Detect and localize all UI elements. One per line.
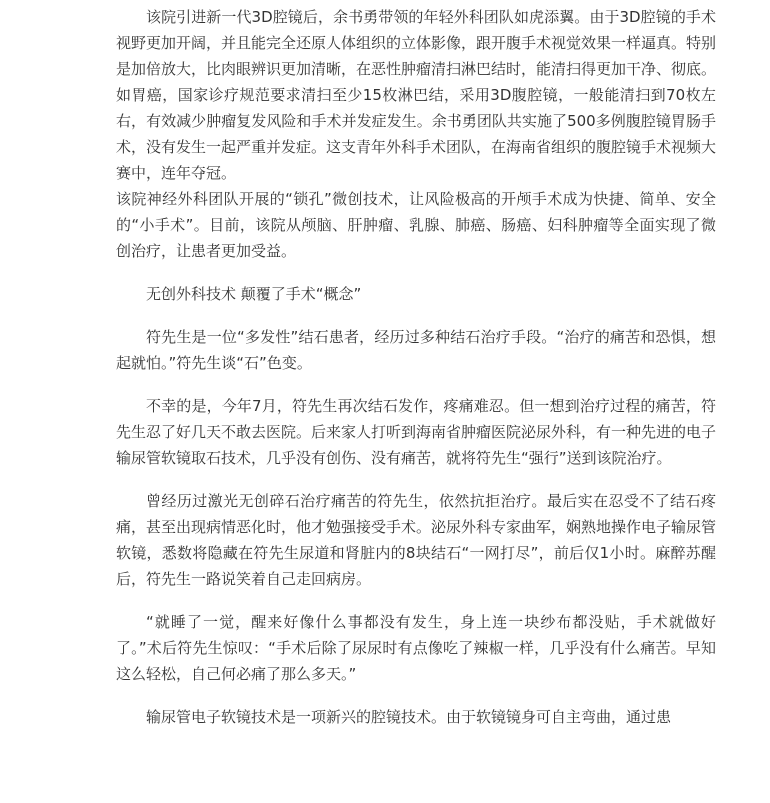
article-paragraph-ureteroscope: 输尿管电子软镜技术是一项新兴的腔镜技术。由于软镜镜身可自主弯曲，通过患	[146, 708, 672, 726]
article-subheading: 无创外科技术 颠覆了手术“概念”	[146, 285, 362, 303]
article-paragraph-keyhole-neurosurgery: 该院神经外科团队开展的“锁孔”微创技术，让风险极高的开颅手术成为快捷、简单、安全的“小手术”。目前，该院从颅脑、肝肿瘤、乳腺、肺癌、肠癌、妇科肿瘤等全面实现了微创治疗，让患者更加受益。	[116, 190, 716, 260]
article-body	[116, 4, 716, 730]
article-paragraph-patient-admission: 不幸的是，今年7月，符先生再次结石发作，疼痛难忍。但一想到治疗过程的痛苦，符先生忍了好几天不敢去医院。后来家人打听到海南省肿瘤医院泌尿外科，有一种先进的电子输尿管软镜取石技术，几乎没有创伤、没有痛苦，就将符先生“强行”送到该院治疗。	[116, 397, 717, 467]
article-paragraph-patient-quote: “就睡了一觉，醒来好像什么事都没有发生，身上连一块纱布都没贴，手术就做好了。”术后符先生惊叹：“手术后除了尿尿时有点像吃了辣椒一样，几乎没有什么痛苦。早知这么轻松，自己何必痛了那么多天。”	[116, 613, 716, 683]
article-paragraph-3d-laparoscope: 该院引进新一代3D腔镜后，余书勇带领的年轻外科团队如虎添翼。由于3D腔镜的手术视野更加开阔，并且能完全还原人体组织的立体影像，跟开腹手术视觉效果一样逼真。特别是加倍放大，比肉眼辨识更加清晰，在恶性肿瘤清扫淋巴结时，能清扫得更加干净、彻底。如胃癌，国家诊疗规范要求清扫至少15枚淋巴结，采用3D腹腔镜，一般能清扫到70枚左右，有效减少肿瘤复发风险和手术并发症发生。余书勇团队共实施了500多例腹腔镜胃肠手术，没有发生一起严重并发症。这支青年外科手术团队，在海南省组织的腹腔镜手术视频大赛中，连年夺冠。	[116, 8, 717, 182]
article-paragraph-surgery: 曾经历过激光无创碎石治疗痛苦的符先生，依然抗拒治疗。最后实在忍受不了结石疼痛，甚至出现病情恶化时，他才勉强接受手术。泌尿外科专家曲军，娴熟地操作电子输尿管软镜，悉数将隐藏在符先生尿道和肾脏内的8块结石“一网打尽”，前后仅1小时。麻醉苏醒后，符先生一路说笑着自己走回病房。	[116, 492, 717, 588]
article-paragraph-patient-intro: 符先生是一位“多发性”结石患者，经历过多种结石治疗手段。“治疗的痛苦和恐惧，想起就怕。”符先生谈“石”色变。	[116, 328, 716, 372]
